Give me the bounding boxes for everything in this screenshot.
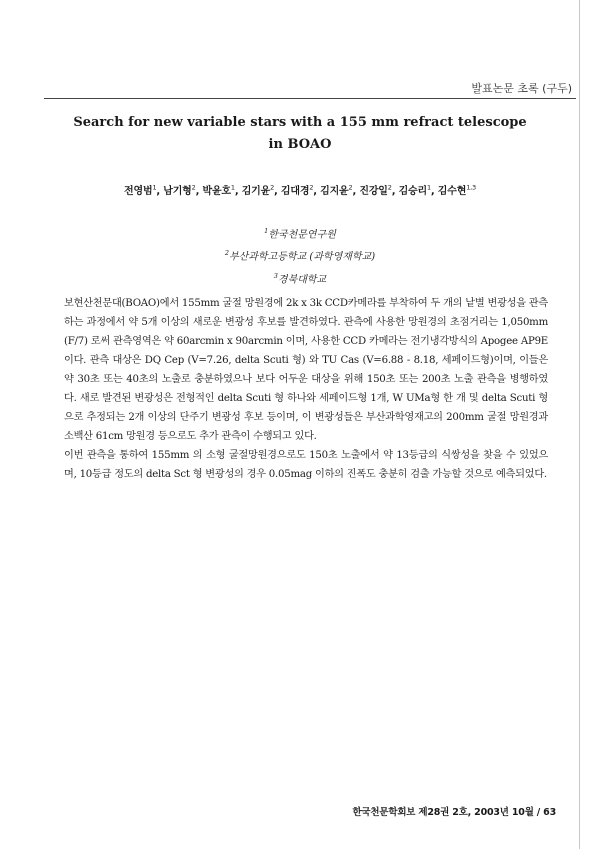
author-affiliation-mark: 2 <box>270 183 275 192</box>
author <box>280 183 314 197</box>
author <box>320 183 353 197</box>
author-name: 김승리 <box>398 186 427 197</box>
paper-title <box>60 112 540 156</box>
author-list: 전영범$^1$, 남기형$^2$, 박윤호$^1$, 김기윤$^2$, 김대경$^2$, 김지윤$^2$, 진강일$^2$, 김승리$^1$, 김수현$^{1,3}$ <box>124 183 476 197</box>
title-line-2: in BOAO <box>268 137 332 152</box>
affiliation-mark: 2 <box>224 249 229 258</box>
author-name: 김기윤 <box>241 186 271 197</box>
title-line-1: Search for new variable stars with a 155 mm refract telescope <box>73 115 527 130</box>
affiliation-list <box>100 222 500 289</box>
affiliation-name: 경북대학교 <box>277 273 327 285</box>
author <box>437 183 476 197</box>
author <box>124 183 157 197</box>
header-rule <box>44 98 576 99</box>
author <box>241 183 275 197</box>
section-label: 발표논문 초록 (구두) <box>471 82 572 95</box>
author-affiliation-mark: 1 <box>426 183 431 192</box>
abstract-paragraph-1: 보현산천문대(BOAO)에서 155mm 굴절 망원경에 2k x 3k CCD카메라를 부착하여 두 개의 낱별 변광성을 관측하는 과정에서 약 5개 이상의 새로운 변광성 후보를 발견하였다. 관측에 사용한 망원경의 초점거리는 1,050mm (F/7) 로써 관측영역은 약 60arcmin x 90arcmin 이며, 사용한 CCD 카메라는 전기냉각방식의 Apogee AP9E 이다. 관측 대상은 DQ Cep (V=7.26, delta Scuti 형) 와 TU Cas (V=6.88 - 8.18, 세페이드형)이며, 이들은 약 30초 또는 40초의 노출로 충분하였으나 보다 어두운 대상을 위해 150초 또는 200초 노출 관측을 병행하였다. 새로 발견된 변광성은 전형적인 delta Scuti 형 하나와 세페이드형 1개, W UMa형 한 개 및 delta Scuti 형으로 추정되는 2개 이상의 단주기 변광성 후보 등이며, 이 변광성들은 부산과학영재고의 200mm 굴절 망원경과 소백산 61cm 망원경 등으로도 추가 관측이 수행되고 있다. <box>64 298 548 442</box>
affiliation-name: 부산과학고등학교 (과학영재학교) <box>228 251 376 263</box>
author-name: 진강일 <box>359 186 388 197</box>
abstract <box>64 294 548 484</box>
author-affiliation-mark: 1,3 <box>466 183 476 192</box>
author <box>163 183 196 197</box>
affiliation-mark: 3 <box>273 271 278 280</box>
author-affiliation-mark: 2 <box>309 183 314 192</box>
author-name: 김수현 <box>437 186 467 197</box>
affiliation <box>100 222 500 244</box>
author-name: 김지윤 <box>320 186 349 197</box>
author-name: 남기형 <box>163 186 192 197</box>
author <box>202 183 235 197</box>
affiliation <box>100 267 500 289</box>
author-affiliation-mark: 1 <box>152 183 157 192</box>
affiliation <box>100 244 500 266</box>
scan-edge-line <box>579 0 580 849</box>
author-name: 전영범 <box>124 186 153 197</box>
author <box>359 183 392 197</box>
abstract-paragraph-2: 이번 관측을 통하여 155mm 의 소형 굴절망원경으로도 150초 노출에서 약 13등급의 식쌍성을 찾을 수 있었으며, 10등급 정도의 delta Sct 형 변광성의 경우 0.05mag 이하의 진폭도 충분히 검출 가능할 것으로 예측되었다. <box>64 450 548 480</box>
author-name: 박윤호 <box>202 186 231 197</box>
author-affiliation-mark: 2 <box>348 183 353 192</box>
author-affiliation-mark: 2 <box>387 183 392 192</box>
affiliation-name: 한국천문연구원 <box>268 229 336 241</box>
author-name: 김대경 <box>280 186 310 197</box>
author-affiliation-mark: 1 <box>230 183 235 192</box>
journal-citation: 한국천문학회보 제28권 2호, 2003년 10월 / 63 <box>352 807 556 818</box>
author <box>398 183 431 197</box>
affiliation-mark: 1 <box>264 227 269 235</box>
author-affiliation-mark: 2 <box>191 183 196 192</box>
